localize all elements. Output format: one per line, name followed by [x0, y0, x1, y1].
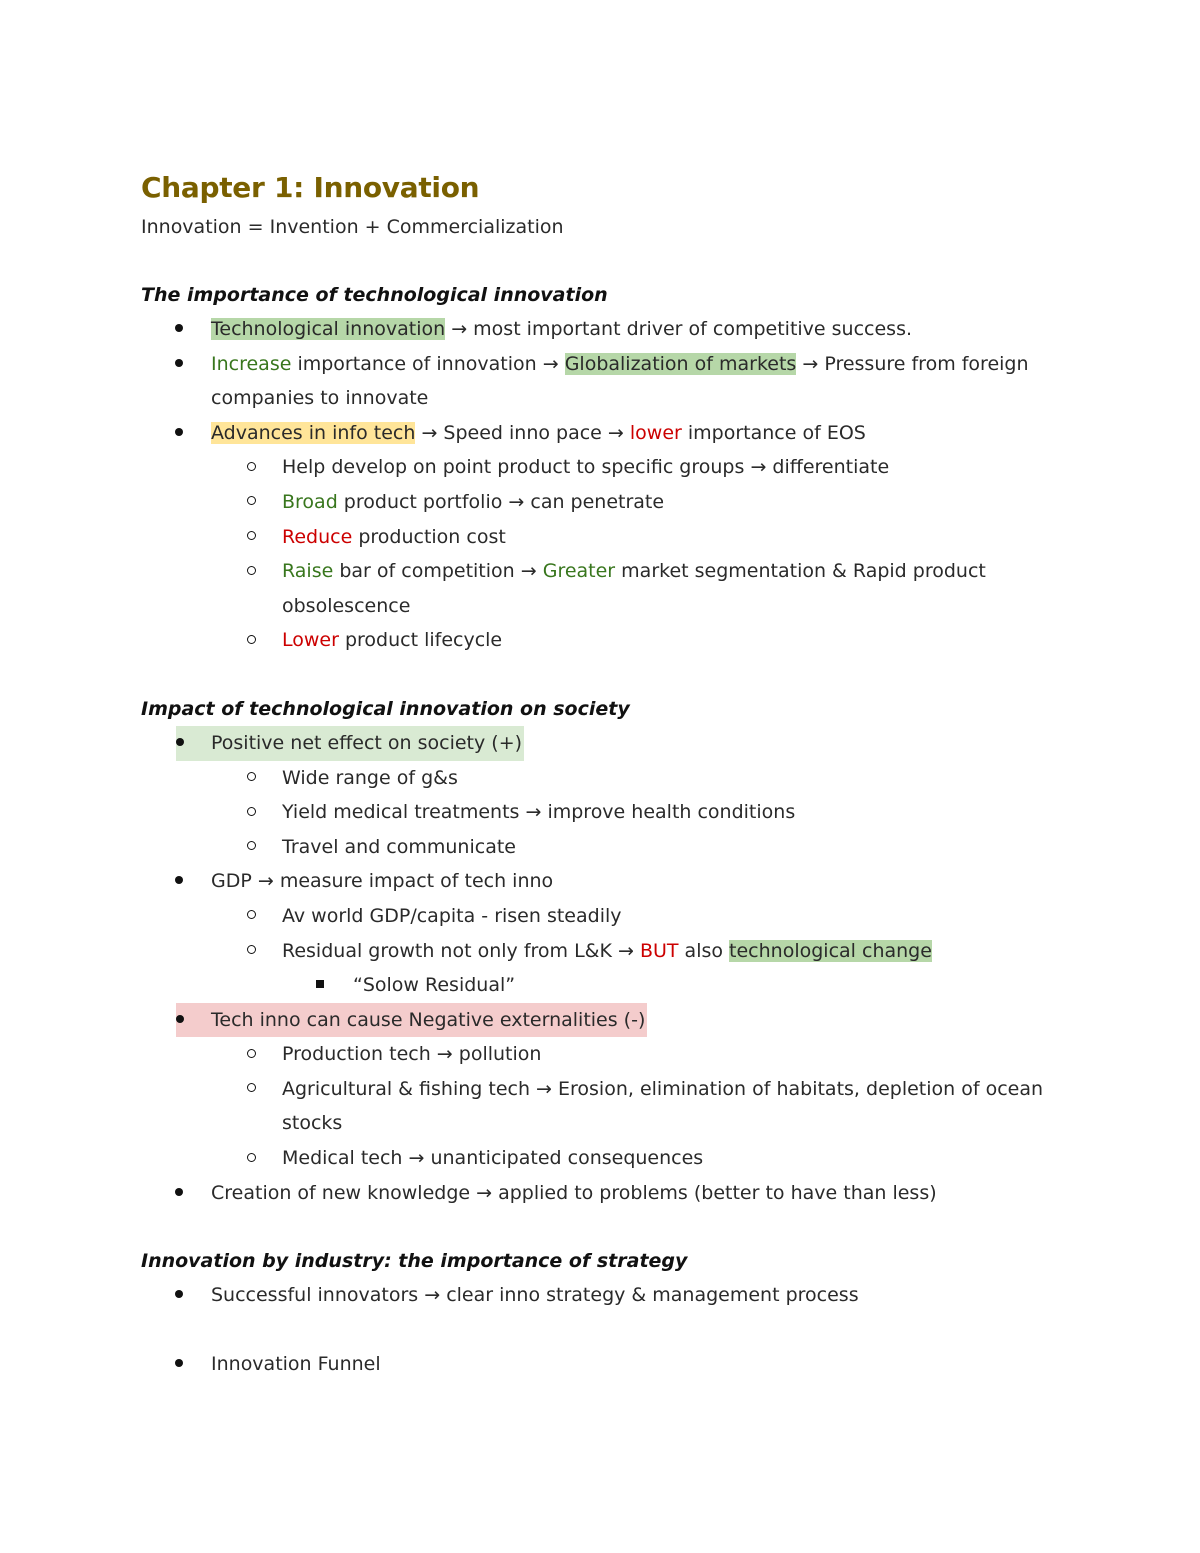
bullet-icon	[247, 910, 256, 919]
list-item: Raise bar of competition → Greater market segmentation & Rapid product obsolescence	[141, 554, 1061, 623]
bullet-icon	[247, 1049, 256, 1058]
bullet-icon	[247, 462, 256, 471]
bullet-icon	[175, 324, 183, 332]
bullet-icon	[247, 1153, 256, 1162]
section-1-list	[141, 312, 1061, 658]
bullet-icon	[176, 1015, 184, 1023]
section-3-list-b	[141, 1347, 1061, 1382]
list-item: Wide range of g&s	[141, 761, 1061, 796]
bullet-icon	[247, 635, 256, 644]
document-page	[141, 168, 1061, 1381]
list-item: Advances in info tech → Speed inno pace → lower importance of EOS	[141, 416, 1061, 451]
list-item: Lower product lifecycle	[141, 623, 1061, 658]
list-item: Help develop on point product to specific groups → differentiate	[141, 450, 1061, 485]
list-item: Technological innovation → most important driver of competitive success.	[141, 312, 1061, 347]
list-item: Broad product portfolio → can penetrate	[141, 485, 1061, 520]
bullet-icon	[316, 980, 324, 988]
list-item: Successful innovators → clear inno strategy & management process	[141, 1278, 1061, 1313]
bullet-icon	[247, 807, 256, 816]
bullet-icon	[247, 1083, 256, 1092]
bullet-icon	[247, 772, 256, 781]
list-item: Increase importance of innovation → Globalization of markets → Pressure from foreign companies to innovate	[141, 347, 1061, 416]
list-item: Residual growth not only from L&K → BUT also technological change	[141, 934, 1061, 969]
list-item: “Solow Residual”	[141, 968, 1061, 1003]
section-3-list	[141, 1278, 1061, 1313]
bullet-icon	[176, 738, 184, 746]
list-item: Production tech → pollution	[141, 1037, 1061, 1072]
bullet-icon	[175, 1290, 183, 1298]
list-item: GDP → measure impact of tech inno	[141, 864, 1061, 899]
section-heading-importance: The importance of technological innovation	[141, 284, 608, 306]
page-title: Chapter 1: Innovation	[141, 171, 480, 204]
bullet-icon	[247, 531, 256, 540]
list-item: Positive net effect on society (+)	[141, 726, 1061, 761]
bullet-icon	[247, 841, 256, 850]
section-2-list	[141, 726, 1061, 1210]
bullet-icon	[247, 945, 256, 954]
list-item: Yield medical treatments → improve health conditions	[141, 795, 1061, 830]
bullet-icon	[247, 566, 256, 575]
list-item: Agricultural & fishing tech → Erosion, elimination of habitats, depletion of ocean stocks	[141, 1072, 1061, 1141]
bullet-icon	[247, 496, 256, 505]
bullet-icon	[175, 1188, 183, 1196]
list-item: Medical tech → unanticipated consequences	[141, 1141, 1061, 1176]
list-item: Creation of new knowledge → applied to problems (better to have than less)	[141, 1176, 1061, 1211]
list-item: Reduce production cost	[141, 520, 1061, 555]
section-heading-strategy: Innovation by industry: the importance of strategy	[141, 1250, 688, 1273]
list-item: Innovation Funnel	[141, 1347, 1061, 1382]
bullet-icon	[175, 359, 183, 367]
bullet-icon	[175, 876, 183, 884]
list-item: Travel and communicate	[141, 830, 1061, 865]
list-item: Tech inno can cause Negative externalities (-)	[141, 1003, 1061, 1038]
section-heading-impact: Impact of technological innovation on society	[141, 697, 630, 720]
list-item: Av world GDP/capita - risen steadily	[141, 899, 1061, 934]
bullet-icon	[175, 1359, 183, 1367]
subtitle: Innovation = Invention + Commercialization	[141, 216, 564, 238]
bullet-icon	[175, 428, 183, 436]
